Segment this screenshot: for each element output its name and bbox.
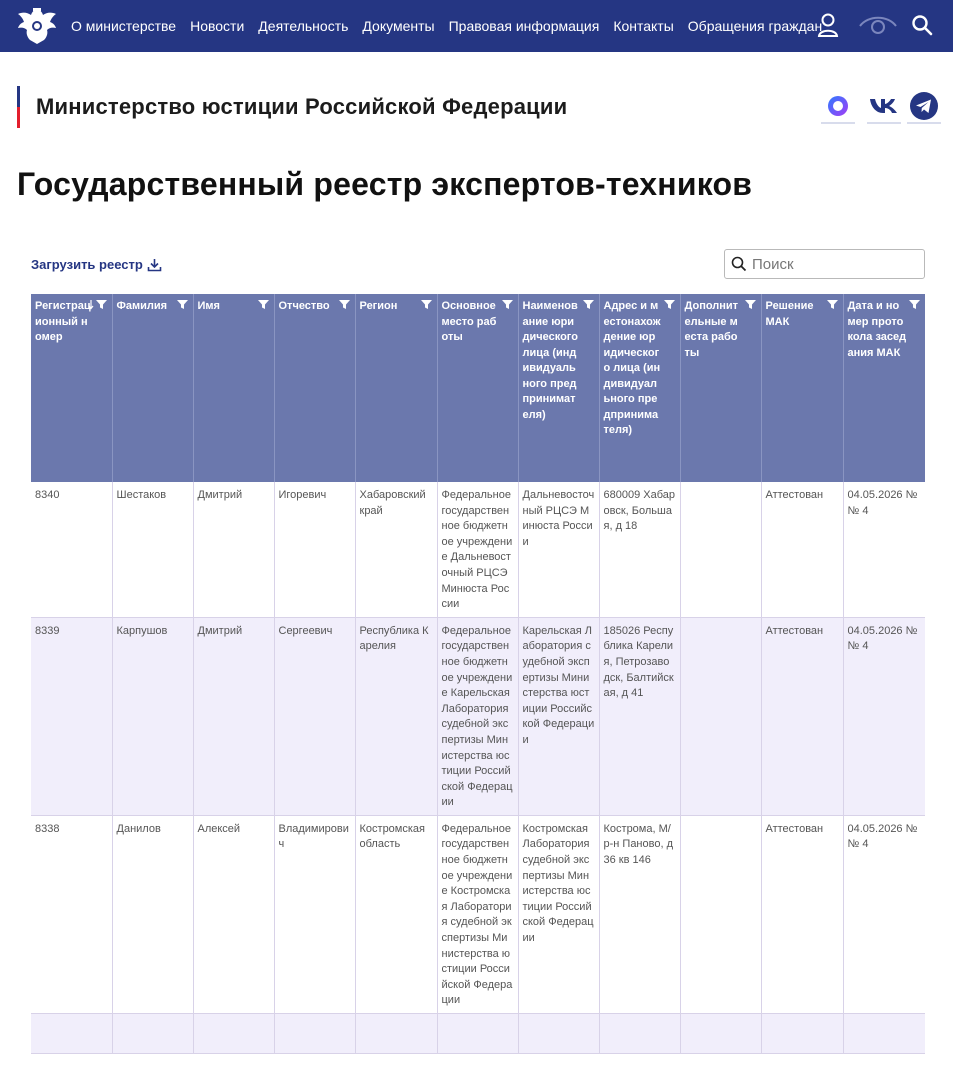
column-header-label: Имя	[197, 300, 220, 312]
cell-empty	[31, 1014, 112, 1054]
filter-icon[interactable]	[827, 299, 838, 316]
cell-last-name: Данилов	[112, 815, 193, 1013]
ministry-header	[17, 86, 567, 128]
column-header-first-name[interactable]	[193, 294, 274, 482]
coat-of-arms-icon[interactable]	[14, 4, 60, 48]
vk-icon[interactable]	[867, 90, 901, 124]
cell-org-address: 185026 Республика Карелия, Петрозаводск, Балтийская, д 41	[599, 617, 680, 815]
filter-icon[interactable]	[177, 299, 188, 316]
cell-mak-decision: Аттестован	[761, 815, 843, 1013]
filter-icon[interactable]	[909, 299, 920, 316]
telegram-icon[interactable]	[907, 90, 941, 124]
cell-mak-decision: Аттестован	[761, 482, 843, 617]
table-row[interactable]	[31, 482, 925, 617]
cell-region: Республика Карелия	[355, 617, 437, 815]
sort-filter-controls[interactable]	[88, 299, 108, 316]
column-header-label: Регион	[359, 300, 398, 312]
ministry-title[interactable]: Министерство юстиции Российской Федерации	[36, 94, 568, 119]
cell-last-name: Карпушов	[112, 617, 193, 815]
cell-extra-workplaces	[680, 482, 761, 617]
filter-icon[interactable]	[502, 299, 513, 316]
cell-first-name: Дмитрий	[193, 617, 274, 815]
nav-item-contacts[interactable]: Контакты	[613, 18, 674, 34]
cell-main-workplace: Федеральное государственное бюджетное учреждение Карельская Лаборатория судебной экспертизы Министерства юстиции Российской Федерации	[437, 617, 518, 815]
cell-extra-workplaces	[680, 815, 761, 1013]
cell-empty	[274, 1014, 355, 1054]
search-icon[interactable]	[911, 14, 933, 41]
column-header-label: Адрес и местонахождение юридического лица (индивидуального предпринимателя)	[603, 300, 661, 436]
column-header-last-name[interactable]	[112, 294, 193, 482]
column-header-label: Отчество	[278, 300, 330, 312]
column-header-region[interactable]	[355, 294, 437, 482]
user-icon[interactable]	[817, 12, 839, 43]
cell-main-workplace: Федеральное государственное бюджетное учреждение Дальневосточный РЦСЭ Минюста России	[437, 482, 518, 617]
cell-empty	[518, 1014, 599, 1054]
column-header-label: Дополнительные места работы	[684, 300, 739, 359]
filter-icon[interactable]	[339, 299, 350, 316]
cell-main-workplace: Федеральное государственное бюджетное учреждение Костромская Лаборатория судебной экспертизы Министерства юстиции Российской Федерации	[437, 815, 518, 1013]
registry-table	[31, 294, 925, 1054]
cell-empty	[843, 1014, 925, 1054]
cell-empty	[193, 1014, 274, 1054]
cell-protocol: 04.05.2026 №№ 4	[843, 617, 925, 815]
cell-region: Хабаровский край	[355, 482, 437, 617]
filter-icon[interactable]	[745, 299, 756, 316]
column-header-label: Наименование юридического лица (индивидуального предпринимателя)	[522, 300, 578, 421]
column-header-label: Основное место работы	[441, 300, 497, 343]
eye-icon[interactable]	[858, 14, 898, 43]
cell-middle-name: Игоревич	[274, 482, 355, 617]
cell-reg-number: 8339	[31, 617, 112, 815]
column-header-label: Решение МАК	[765, 300, 814, 328]
cell-empty	[761, 1014, 843, 1054]
cell-middle-name: Сергеевич	[274, 617, 355, 815]
column-header-mak-decision[interactable]	[761, 294, 843, 482]
column-header-org-name[interactable]	[518, 294, 599, 482]
cell-org-name: Карельская Лаборатория судебной экспертизы Министерства юстиции Российской Федерации	[518, 617, 599, 815]
table-row[interactable]	[31, 815, 925, 1013]
column-header-protocol[interactable]	[843, 294, 925, 482]
filter-icon[interactable]	[421, 299, 432, 316]
column-header-extra-workplaces[interactable]	[680, 294, 761, 482]
page-title: Государственный реестр экспертов-техников	[17, 166, 753, 202]
cell-last-name: Шестаков	[112, 482, 193, 617]
filter-icon[interactable]	[664, 299, 675, 316]
cell-first-name: Алексей	[193, 815, 274, 1013]
column-header-reg-number[interactable]	[31, 294, 112, 482]
registry-table-container	[31, 294, 925, 1080]
column-header-main-workplace[interactable]	[437, 294, 518, 482]
nav-item-news[interactable]: Новости	[190, 18, 245, 34]
cell-empty	[355, 1014, 437, 1054]
table-row[interactable]	[31, 617, 925, 815]
cell-org-name: Костромская Лаборатория судебной экспертизы Министерства юстиции Российской Федерации	[518, 815, 599, 1013]
nav-item-legal[interactable]: Правовая информация	[448, 18, 600, 34]
download-registry-button[interactable]	[31, 257, 162, 272]
column-header-label: Фамилия	[116, 300, 168, 312]
search-icon	[731, 256, 747, 272]
cell-protocol: 04.05.2026 №№ 4	[843, 815, 925, 1013]
download-icon	[147, 258, 162, 272]
cell-extra-workplaces	[680, 617, 761, 815]
cell-first-name: Дмитрий	[193, 482, 274, 617]
cell-reg-number: 8340	[31, 482, 112, 617]
search-box[interactable]	[724, 249, 925, 279]
cell-empty	[112, 1014, 193, 1054]
column-header-label: Дата и номер протокола заседания МАК	[847, 300, 907, 359]
cell-region: Костромская область	[355, 815, 437, 1013]
ministry-accent-bar	[17, 86, 20, 128]
nav-item-appeals[interactable]: Обращения граждан	[687, 18, 823, 34]
download-label: Загрузить реестр	[31, 257, 143, 272]
cell-middle-name: Владимирович	[274, 815, 355, 1013]
column-header-middle-name[interactable]	[274, 294, 355, 482]
cell-protocol: 04.05.2026 №№ 4	[843, 482, 925, 617]
cell-org-address: 680009 Хабаровск, Большая, д 18	[599, 482, 680, 617]
search-input[interactable]	[752, 256, 912, 273]
table-header-row	[31, 294, 925, 482]
nav-item-documents[interactable]: Документы	[362, 18, 435, 34]
cell-mak-decision: Аттестован	[761, 617, 843, 815]
top-navbar	[0, 0, 953, 52]
sort-arrow-icon	[88, 299, 108, 310]
cell-empty	[680, 1014, 761, 1054]
main-nav	[71, 0, 829, 52]
nav-item-about[interactable]: О министерстве	[71, 18, 177, 34]
nav-item-activity[interactable]: Деятельность	[258, 18, 349, 34]
table-row-partial[interactable]	[31, 1014, 925, 1054]
cell-org-address: Кострома, М/р-н Паново, д 36 кв 146	[599, 815, 680, 1013]
cell-org-name: Дальневосточный РЦСЭ Минюста России	[518, 482, 599, 617]
cell-empty	[599, 1014, 680, 1054]
filter-icon[interactable]	[258, 299, 269, 316]
cell-reg-number: 8338	[31, 815, 112, 1013]
column-header-org-address[interactable]	[599, 294, 680, 482]
max-messenger-icon[interactable]	[821, 90, 855, 124]
column-header-label: Регистрационный номер	[35, 300, 91, 343]
cell-empty	[437, 1014, 518, 1054]
filter-icon[interactable]	[583, 299, 594, 316]
